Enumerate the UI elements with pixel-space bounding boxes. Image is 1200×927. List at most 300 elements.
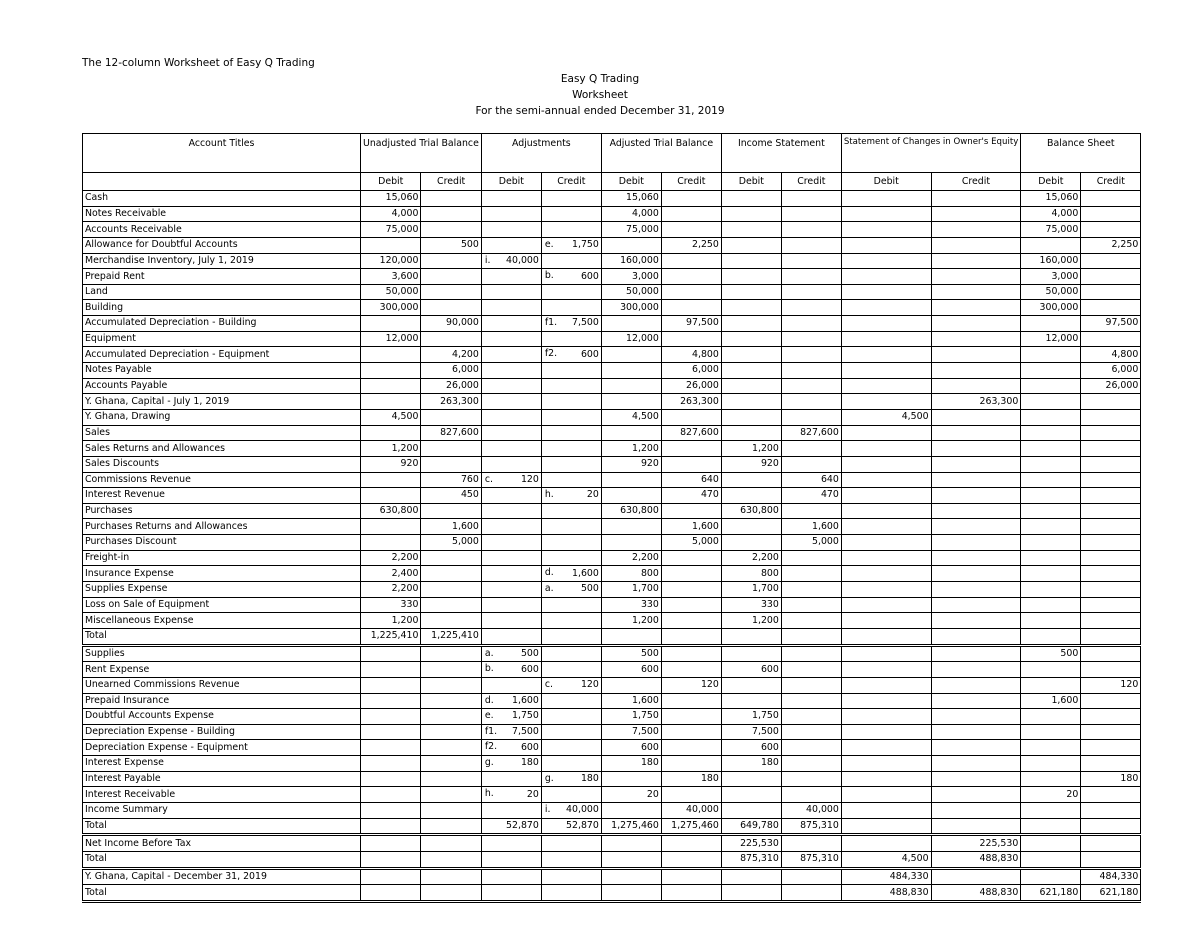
balance-sheet-credit-cell	[1081, 472, 1141, 488]
income-statement-credit-cell	[781, 550, 841, 566]
equity-debit-cell	[841, 662, 931, 678]
amount-value: 330	[640, 598, 659, 610]
amount-value: 600	[640, 663, 659, 675]
adjustment-debit-cell	[481, 378, 541, 394]
amount-value: 4,500	[391, 411, 419, 423]
income-statement-credit-cell	[781, 851, 841, 868]
income-statement-debit-cell	[721, 222, 781, 238]
adjusted-debit-cell	[601, 300, 661, 316]
amount-value: 5,000	[692, 536, 719, 548]
balance-sheet-debit-cell	[1021, 693, 1081, 709]
adjustment-debit-cell	[481, 885, 541, 902]
amount-value: 20	[526, 788, 539, 800]
unadjusted-debit-cell	[361, 347, 421, 363]
adjusted-debit-cell	[601, 628, 661, 645]
adjusted-credit-cell	[661, 724, 721, 740]
worksheet-row	[83, 868, 1141, 885]
equity-debit-cell	[841, 740, 931, 756]
adjustment-debit-cell	[481, 677, 541, 693]
equity-debit-cell	[841, 472, 931, 488]
adjustment-credit-cell	[541, 347, 601, 363]
income-statement-credit-cell	[781, 206, 841, 222]
amount-value: 827,600	[440, 426, 479, 438]
balance-sheet-debit-cell	[1021, 818, 1081, 835]
unadjusted-debit-cell	[361, 885, 421, 902]
account-title-cell: Y. Ghana, Drawing	[83, 409, 361, 425]
adjustment-key-label: b.	[484, 663, 494, 675]
adjustment-debit-cell	[481, 724, 541, 740]
unadjusted-credit-cell	[421, 645, 481, 662]
unadjusted-debit-cell	[361, 237, 421, 253]
amount-value: 6,000	[692, 364, 719, 376]
equity-credit-cell	[931, 709, 1021, 725]
balance-sheet-debit-cell	[1021, 628, 1081, 645]
adjusted-debit-cell	[601, 237, 661, 253]
income-statement-debit-cell	[721, 613, 781, 629]
adjusted-credit-cell	[661, 206, 721, 222]
adjustment-credit-cell	[541, 724, 601, 740]
income-statement-debit-cell	[721, 566, 781, 582]
unadjusted-credit-cell	[421, 503, 481, 519]
unadjusted-credit-cell	[421, 456, 481, 472]
adjusted-debit-cell	[601, 645, 661, 662]
account-title-cell: Interest Receivable	[83, 787, 361, 803]
amount-value: 180	[640, 757, 659, 769]
income-statement-debit-cell	[721, 628, 781, 645]
amount-value: 621,180	[1099, 886, 1139, 898]
worksheet-row	[83, 269, 1141, 285]
worksheet-row	[83, 535, 1141, 551]
amount-value: 1,750	[632, 710, 659, 722]
equity-credit-cell	[931, 818, 1021, 835]
income-statement-debit-cell	[721, 253, 781, 269]
amount-value: 2,200	[752, 552, 779, 564]
amount-value: 90,000	[446, 317, 479, 329]
unadjusted-credit-cell	[421, 613, 481, 629]
amount-value: 12,000	[385, 333, 419, 345]
equity-credit-cell	[931, 206, 1021, 222]
balance-sheet-header: Balance Sheet	[1021, 134, 1141, 173]
account-title-cell: Purchases	[83, 503, 361, 519]
equity-credit-cell	[931, 237, 1021, 253]
credit-header: Credit	[931, 173, 1021, 191]
balance-sheet-debit-cell	[1021, 222, 1081, 238]
balance-sheet-debit-cell	[1021, 316, 1081, 332]
amount-value: 75,000	[626, 223, 659, 235]
adjusted-credit-cell	[661, 613, 721, 629]
blank-header-cell	[83, 173, 361, 191]
account-title-cell: Supplies Expense	[83, 582, 361, 598]
adjustment-debit-cell	[481, 645, 541, 662]
income-statement-credit-cell	[781, 472, 841, 488]
debit-header: Debit	[481, 173, 541, 191]
adjusted-debit-cell	[601, 191, 661, 207]
worksheet-row	[83, 331, 1141, 347]
equity-debit-cell	[841, 394, 931, 410]
amount-value: 1,600	[572, 567, 599, 579]
income-statement-debit-cell	[721, 851, 781, 868]
unadjusted-credit-cell	[421, 472, 481, 488]
amount-value: 225,530	[979, 837, 1019, 849]
unadjusted-debit-cell	[361, 597, 421, 613]
amount-value: 300,000	[1039, 301, 1079, 313]
equity-credit-cell	[931, 488, 1021, 504]
account-title-cell: Income Summary	[83, 802, 361, 818]
report-title: Worksheet	[572, 89, 628, 101]
balance-sheet-credit-cell	[1081, 582, 1141, 598]
worksheet-row	[83, 582, 1141, 598]
adjustment-credit-cell	[541, 740, 601, 756]
adjusted-debit-cell	[601, 787, 661, 803]
adjustment-debit-cell	[481, 331, 541, 347]
amount-value: 1,600	[812, 520, 839, 532]
amount-value: 1,275,460	[671, 819, 719, 831]
debit-header: Debit	[841, 173, 931, 191]
credit-header: Credit	[421, 173, 481, 191]
balance-sheet-credit-cell	[1081, 409, 1141, 425]
adjusted-credit-cell	[661, 740, 721, 756]
worksheet-row	[83, 206, 1141, 222]
unadjusted-credit-cell	[421, 394, 481, 410]
adjustment-key-label: g.	[544, 772, 554, 784]
income-statement-debit-cell	[721, 818, 781, 835]
adjustment-key-label: d.	[484, 694, 494, 706]
adjustment-credit-cell	[541, 693, 601, 709]
adjustment-debit-cell	[481, 519, 541, 535]
adjusted-debit-cell	[601, 535, 661, 551]
amount-value: 3,000	[632, 270, 659, 282]
unadjusted-debit-cell	[361, 771, 421, 787]
income-statement-credit-cell	[781, 394, 841, 410]
adjustment-debit-cell	[481, 472, 541, 488]
account-title-cell: Total	[83, 851, 361, 868]
unadjusted-credit-cell	[421, 237, 481, 253]
worksheet-row	[83, 851, 1141, 868]
adjusted-credit-cell	[661, 409, 721, 425]
adjusted-debit-cell	[601, 709, 661, 725]
balance-sheet-debit-cell	[1021, 771, 1081, 787]
amount-value: 1,600	[692, 520, 719, 532]
unadjusted-credit-cell	[421, 331, 481, 347]
unadjusted-debit-cell	[361, 724, 421, 740]
adjustment-debit-cell	[481, 253, 541, 269]
balance-sheet-credit-cell	[1081, 550, 1141, 566]
worksheet-row	[83, 645, 1141, 662]
income-statement-credit-cell	[781, 488, 841, 504]
amount-value: 40,000	[506, 254, 539, 266]
amount-value: 621,180	[1039, 886, 1079, 898]
amount-value: 600	[520, 663, 539, 675]
balance-sheet-credit-cell	[1081, 222, 1141, 238]
unadjusted-debit-cell	[361, 802, 421, 818]
balance-sheet-credit-cell	[1081, 851, 1141, 868]
income-statement-debit-cell	[721, 787, 781, 803]
amount-value: 4,800	[1111, 348, 1139, 360]
balance-sheet-debit-cell	[1021, 347, 1081, 363]
adjusted-credit-cell	[661, 535, 721, 551]
unadjusted-debit-cell	[361, 284, 421, 300]
worksheet-row	[83, 300, 1141, 316]
balance-sheet-credit-cell	[1081, 237, 1141, 253]
account-title-cell: Notes Payable	[83, 363, 361, 379]
amount-value: 2,200	[391, 583, 419, 595]
equity-credit-cell	[931, 316, 1021, 332]
balance-sheet-credit-cell	[1081, 835, 1141, 852]
amount-value: 1,200	[632, 442, 659, 454]
amount-value: 1,600	[452, 520, 479, 532]
adjustment-credit-cell	[541, 851, 601, 868]
adjusted-debit-cell	[601, 740, 661, 756]
account-title-cell: Cash	[83, 191, 361, 207]
worksheet-table	[82, 133, 1141, 903]
adjustment-credit-cell	[541, 488, 601, 504]
adjusted-credit-cell	[661, 868, 721, 885]
adjustment-credit-cell	[541, 269, 601, 285]
adjusted-debit-cell	[601, 425, 661, 441]
amount-value: 4,200	[452, 348, 479, 360]
amount-value: 920	[400, 458, 419, 470]
adjusted-debit-cell	[601, 613, 661, 629]
debit-header: Debit	[1021, 173, 1081, 191]
adjustment-debit-cell	[481, 488, 541, 504]
adjustment-credit-cell	[541, 456, 601, 472]
equity-debit-cell	[841, 582, 931, 598]
unadjusted-credit-cell	[421, 519, 481, 535]
adjusted-credit-cell	[661, 582, 721, 598]
adjusted-debit-cell	[601, 316, 661, 332]
adjustment-debit-cell	[481, 284, 541, 300]
amount-value: 1,600	[1051, 694, 1079, 706]
account-title-cell: Y. Ghana, Capital - July 1, 2019	[83, 394, 361, 410]
adjustment-key-label: f2.	[544, 348, 558, 360]
adjusted-credit-cell	[661, 709, 721, 725]
amount-value: 160,000	[1039, 254, 1079, 266]
worksheet-row	[83, 503, 1141, 519]
unadjusted-debit-cell	[361, 394, 421, 410]
amount-value: 263,300	[680, 395, 719, 407]
equity-debit-cell	[841, 693, 931, 709]
amount-value: 50,000	[385, 286, 419, 298]
unadjusted-credit-cell	[421, 709, 481, 725]
balance-sheet-debit-cell	[1021, 472, 1081, 488]
adjustment-credit-cell	[541, 519, 601, 535]
amount-value: 75,000	[1045, 223, 1079, 235]
adjusted-credit-cell	[661, 771, 721, 787]
income-statement-credit-cell	[781, 425, 841, 441]
amount-value: 800	[760, 567, 779, 579]
worksheet-row	[83, 347, 1141, 363]
income-statement-credit-cell	[781, 693, 841, 709]
adjusted-credit-cell	[661, 503, 721, 519]
adjusted-debit-cell	[601, 662, 661, 678]
adjustment-debit-cell	[481, 206, 541, 222]
changes-in-equity-header: Statement of Changes in Owner's Equity	[841, 134, 1020, 173]
income-statement-credit-cell	[781, 316, 841, 332]
adjusted-credit-cell	[661, 677, 721, 693]
amount-value: 488,830	[889, 886, 929, 898]
amount-value: 26,000	[686, 380, 719, 391]
equity-credit-cell	[931, 613, 1021, 629]
income-statement-credit-cell	[781, 253, 841, 269]
account-title-cell: Rent Expense	[83, 662, 361, 678]
amount-value: 500	[640, 647, 659, 659]
account-title-cell: Interest Payable	[83, 771, 361, 787]
adjustment-debit-cell	[481, 550, 541, 566]
account-title-cell: Insurance Expense	[83, 566, 361, 582]
adjusted-debit-cell	[601, 206, 661, 222]
equity-debit-cell	[841, 709, 931, 725]
unadjusted-credit-cell	[421, 802, 481, 818]
amount-value: 488,830	[979, 853, 1019, 865]
amount-value: 1,750	[752, 710, 779, 722]
balance-sheet-credit-cell	[1081, 566, 1141, 582]
equity-debit-cell	[841, 535, 931, 551]
adjustment-key-label: f2.	[484, 741, 498, 753]
adjustment-credit-cell	[541, 394, 601, 410]
balance-sheet-debit-cell	[1021, 677, 1081, 693]
unadjusted-credit-cell	[421, 693, 481, 709]
account-title-cell: Equipment	[83, 331, 361, 347]
worksheet-row	[83, 787, 1141, 803]
adjusted-debit-cell	[601, 378, 661, 394]
adjustment-debit-cell	[481, 771, 541, 787]
unadjusted-debit-cell	[361, 628, 421, 645]
adjusted-debit-cell	[601, 488, 661, 504]
equity-debit-cell	[841, 284, 931, 300]
adjustment-credit-cell	[541, 756, 601, 772]
worksheet-row	[83, 662, 1141, 678]
adjustment-key-label: d.	[544, 567, 554, 579]
amount-value: 640	[820, 473, 839, 485]
unadjusted-credit-cell	[421, 378, 481, 394]
equity-credit-cell	[931, 597, 1021, 613]
unadjusted-debit-cell	[361, 868, 421, 885]
balance-sheet-credit-cell	[1081, 347, 1141, 363]
equity-debit-cell	[841, 787, 931, 803]
balance-sheet-credit-cell	[1081, 885, 1141, 902]
equity-debit-cell	[841, 868, 931, 885]
balance-sheet-debit-cell	[1021, 787, 1081, 803]
unadjusted-debit-cell	[361, 441, 421, 457]
adjustment-key-label: g.	[484, 757, 494, 769]
income-statement-debit-cell	[721, 677, 781, 693]
amount-value: 4,500	[901, 853, 929, 865]
adjusted-debit-cell	[601, 472, 661, 488]
adjustment-key-label: h.	[484, 788, 494, 800]
amount-value: 4,500	[632, 411, 659, 423]
account-title-cell: Accumulated Depreciation - Building	[83, 316, 361, 332]
income-statement-debit-cell	[721, 835, 781, 852]
account-title-cell: Sales Returns and Allowances	[83, 441, 361, 457]
adjusted-debit-cell	[601, 868, 661, 885]
amount-value: 40,000	[806, 804, 839, 816]
adjustment-debit-cell	[481, 613, 541, 629]
worksheet-caption: The 12-column Worksheet of Easy Q Trading	[82, 57, 315, 69]
adjustment-credit-cell	[541, 628, 601, 645]
adjustment-debit-cell	[481, 740, 541, 756]
income-statement-credit-cell	[781, 628, 841, 645]
amount-value: 3,600	[391, 270, 419, 282]
amount-value: 875,310	[800, 853, 839, 865]
balance-sheet-debit-cell	[1021, 363, 1081, 379]
equity-credit-cell	[931, 724, 1021, 740]
unadjusted-credit-cell	[421, 885, 481, 902]
worksheet-row	[83, 363, 1141, 379]
unadjusted-debit-cell	[361, 316, 421, 332]
balance-sheet-credit-cell	[1081, 787, 1141, 803]
income-statement-debit-cell	[721, 378, 781, 394]
equity-credit-cell	[931, 582, 1021, 598]
unadjusted-debit-cell	[361, 363, 421, 379]
income-statement-header: Income Statement	[721, 134, 841, 173]
income-statement-debit-cell	[721, 472, 781, 488]
balance-sheet-debit-cell	[1021, 835, 1081, 852]
unadjusted-credit-cell	[421, 566, 481, 582]
amount-value: 97,500	[1105, 317, 1139, 329]
adjusted-credit-cell	[661, 488, 721, 504]
equity-credit-cell	[931, 519, 1021, 535]
amount-value: 1,200	[632, 614, 659, 626]
account-title-cell: Sales	[83, 425, 361, 441]
amount-value: 7,500	[512, 726, 539, 738]
adjusted-credit-cell	[661, 597, 721, 613]
equity-debit-cell	[841, 409, 931, 425]
equity-credit-cell	[931, 535, 1021, 551]
balance-sheet-credit-cell	[1081, 331, 1141, 347]
equity-debit-cell	[841, 519, 931, 535]
balance-sheet-debit-cell	[1021, 582, 1081, 598]
adjustment-key-label: c.	[544, 678, 553, 690]
amount-value: 120	[580, 679, 599, 691]
adjustment-debit-cell	[481, 662, 541, 678]
amount-value: 649,780	[740, 819, 779, 831]
adjustment-key-label: i.	[484, 254, 491, 266]
worksheet-row	[83, 628, 1141, 645]
income-statement-debit-cell	[721, 868, 781, 885]
balance-sheet-debit-cell	[1021, 191, 1081, 207]
adjustment-credit-cell	[541, 535, 601, 551]
equity-credit-cell	[931, 300, 1021, 316]
adjusted-debit-cell	[601, 253, 661, 269]
unadjusted-credit-cell	[421, 300, 481, 316]
income-statement-debit-cell	[721, 206, 781, 222]
income-statement-credit-cell	[781, 818, 841, 835]
adjusted-credit-cell	[661, 300, 721, 316]
adjusted-trial-balance-header: Adjusted Trial Balance	[601, 134, 721, 173]
amount-value: 50,000	[626, 286, 659, 298]
adjustment-debit-cell	[481, 835, 541, 852]
adjusted-debit-cell	[601, 597, 661, 613]
account-title-cell: Loss on Sale of Equipment	[83, 597, 361, 613]
adjusted-debit-cell	[601, 566, 661, 582]
income-statement-debit-cell	[721, 771, 781, 787]
income-statement-debit-cell	[721, 693, 781, 709]
unadjusted-credit-cell	[421, 488, 481, 504]
worksheet-row	[83, 835, 1141, 852]
equity-credit-cell	[931, 885, 1021, 902]
balance-sheet-debit-cell	[1021, 284, 1081, 300]
equity-debit-cell	[841, 566, 931, 582]
income-statement-credit-cell	[781, 363, 841, 379]
balance-sheet-debit-cell	[1021, 535, 1081, 551]
adjusted-credit-cell	[661, 363, 721, 379]
amount-value: 52,870	[566, 819, 599, 831]
adjusted-credit-cell	[661, 253, 721, 269]
amount-value: 1,200	[391, 614, 419, 626]
adjustment-credit-cell	[541, 237, 601, 253]
adjusted-debit-cell	[601, 441, 661, 457]
adjustment-credit-cell	[541, 425, 601, 441]
